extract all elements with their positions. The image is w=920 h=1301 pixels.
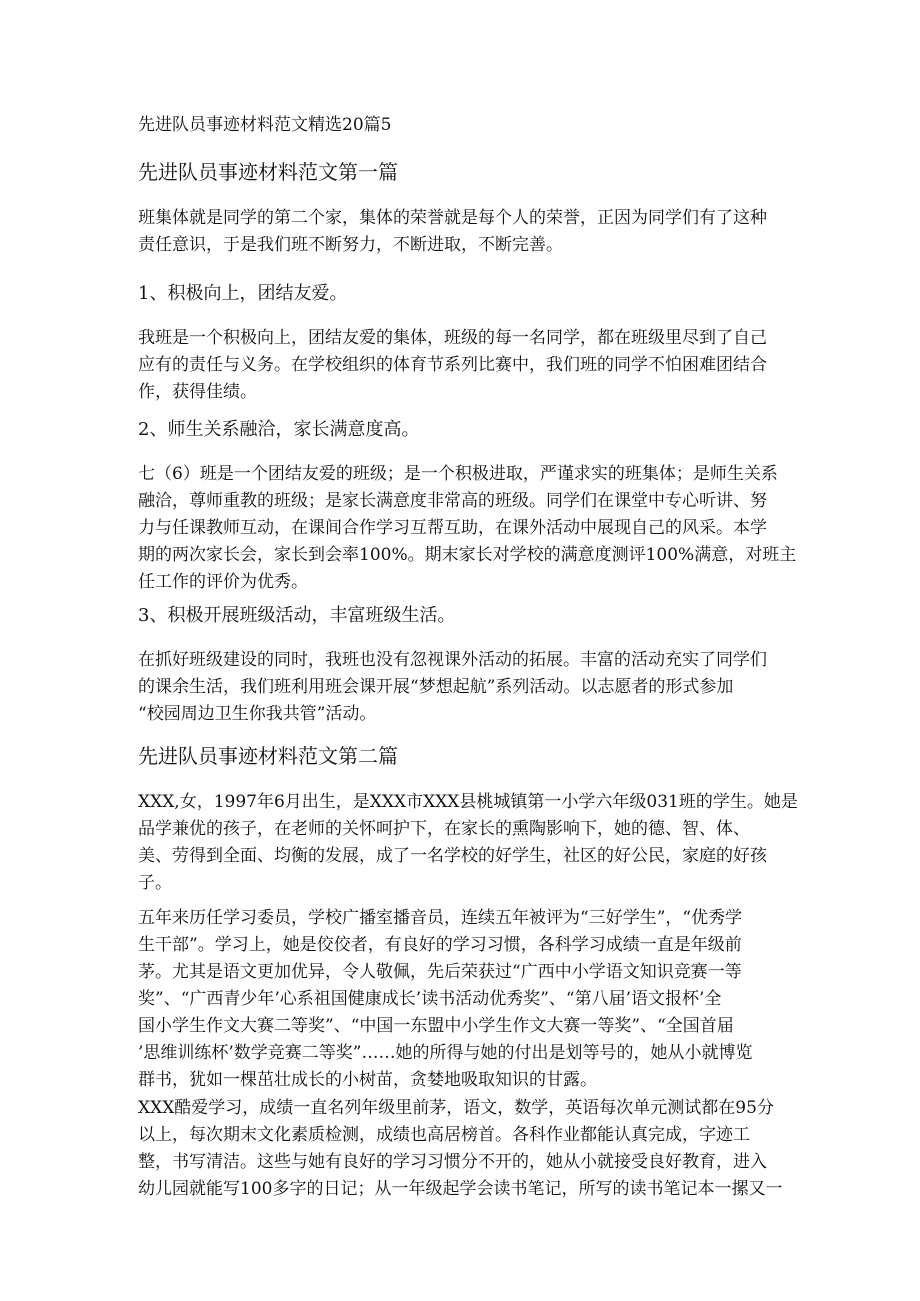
text-line: ’思维训练杯’数学竞赛二等奖”……她的所得与她的付出是划等号的，她从小就博览 bbox=[138, 1043, 753, 1063]
text-line: 的课余生活，我们班利用班会课开展“梦想起航”系列活动。以志愿者的形式参加 bbox=[138, 677, 734, 697]
text-line: 茅。尤其是语文更加优异，令人敬佩，先后荣获过“广西中小学语文知识竞赛一等 bbox=[138, 962, 742, 982]
text-line: XXX,女，1997年6月出生，是XXX市XXX县桃城镇第一小学六年级031班的学生。她是 bbox=[138, 792, 798, 812]
text-line: 七（6）班是一个团结友爱的班级；是一个积极进取，严谨求实的班集体；是师生关系 bbox=[138, 464, 778, 484]
text-line: 整，书写清洁。这些与她有良好的学习习惯分不开的，她从小就接受良好教育，进入 bbox=[138, 1152, 767, 1172]
item-2-body bbox=[138, 461, 797, 596]
text-line: 任工作的评价为优秀。 bbox=[138, 572, 308, 592]
text-line: 品学兼优的孩子，在老师的关怀呵护下，在家长的熏陶影响下，她的德、智、体、 bbox=[138, 819, 750, 839]
section-heading-1: 先进队员事迹材料范文第一篇 bbox=[138, 160, 398, 184]
item-3-body bbox=[138, 647, 778, 728]
item-heading-1: 1、积极向上，团结友爱。 bbox=[138, 283, 348, 304]
text-line: 应有的责任与义务。在学校组织的体育节系列比赛中，我们班的同学不怕困难团结合 bbox=[138, 355, 767, 375]
section-heading-2: 先进队员事迹材料范文第二篇 bbox=[138, 744, 398, 768]
document-title: 先进队员事迹材料范文精选20篇5 bbox=[138, 115, 392, 135]
text-line: 我班是一个积极向上，团结友爱的集体，班级的每一名同学，都在班级里尽到了自己 bbox=[138, 328, 767, 348]
text-line: 美、劳得到全面、均衡的发展，成了一名学校的好学生，社区的好公民，家庭的好孩 bbox=[138, 846, 767, 866]
text-line: 作，获得佳绩。 bbox=[138, 382, 257, 402]
section-2-paragraph-3 bbox=[138, 1095, 783, 1203]
text-line: 责任意识，于是我们班不断努力，不断进取，不断完善。 bbox=[138, 235, 563, 255]
text-line: 群书，犹如一棵茁壮成长的小树苗，贪婪地吸取知识的甘露。 bbox=[138, 1070, 597, 1090]
text-line: “校园周边卫生你我共管”活动。 bbox=[138, 704, 377, 724]
text-line: 国小学生作文大赛二等奖”、“中国一东盟中小学生作文大赛一等奖”、“全国首届 bbox=[138, 1016, 734, 1036]
item-heading-3: 3、积极开展班级活动，丰富班级生活。 bbox=[138, 605, 456, 626]
text-line: 在抓好班级建设的同时，我班也没有忽视课外活动的拓展。丰富的活动充实了同学们 bbox=[138, 650, 767, 670]
item-1-body bbox=[138, 325, 778, 406]
text-line: 奖”、“广西青少年’心系祖国健康成长’读书活动优秀奖”、“第八届’语文报杯’全 bbox=[138, 989, 722, 1009]
text-line: 五年来历任学习委员，学校广播室播音员，连续五年被评为“三好学生”，“优秀学 bbox=[138, 908, 743, 928]
text-line: 期的两次家长会，家长到会率100%。期末家长对学校的满意度测评100%满意，对班主 bbox=[138, 545, 797, 565]
text-line: 子。 bbox=[138, 873, 172, 893]
text-line: 幼儿园就能写100多字的日记；从一年级起学会读书笔记，所写的读书笔记本一摞又一 bbox=[138, 1179, 783, 1199]
section-1-intro bbox=[138, 205, 778, 259]
item-heading-2: 2、师生关系融洽，家长满意度高。 bbox=[138, 419, 420, 440]
section-2-paragraph-2 bbox=[138, 905, 778, 1094]
text-line: XXX酷爱学习，成绩一直名列年级里前茅，语文，数学，英语每次单元测试都在95分 bbox=[138, 1098, 774, 1118]
text-line: 力与任课教师互动，在课间合作学习互帮互助，在课外活动中展现自己的风采。本学 bbox=[138, 518, 767, 538]
text-line: 生干部”。学习上，她是佼佼者，有良好的学习习惯，各科学习成绩一直是年级前 bbox=[138, 935, 742, 955]
section-2-paragraph-1 bbox=[138, 789, 798, 897]
text-line: 以上，每次期末文化素质检测，成绩也高居榜首。各科作业都能认真完成，字迹工 bbox=[138, 1125, 750, 1145]
text-line: 班集体就是同学的第二个家，集体的荣誉就是每个人的荣誉，正因为同学们有了这种 bbox=[138, 208, 767, 228]
text-line: 融洽，尊师重教的班级；是家长满意度非常高的班级。同学们在课堂中专心听讲、努 bbox=[138, 491, 767, 511]
